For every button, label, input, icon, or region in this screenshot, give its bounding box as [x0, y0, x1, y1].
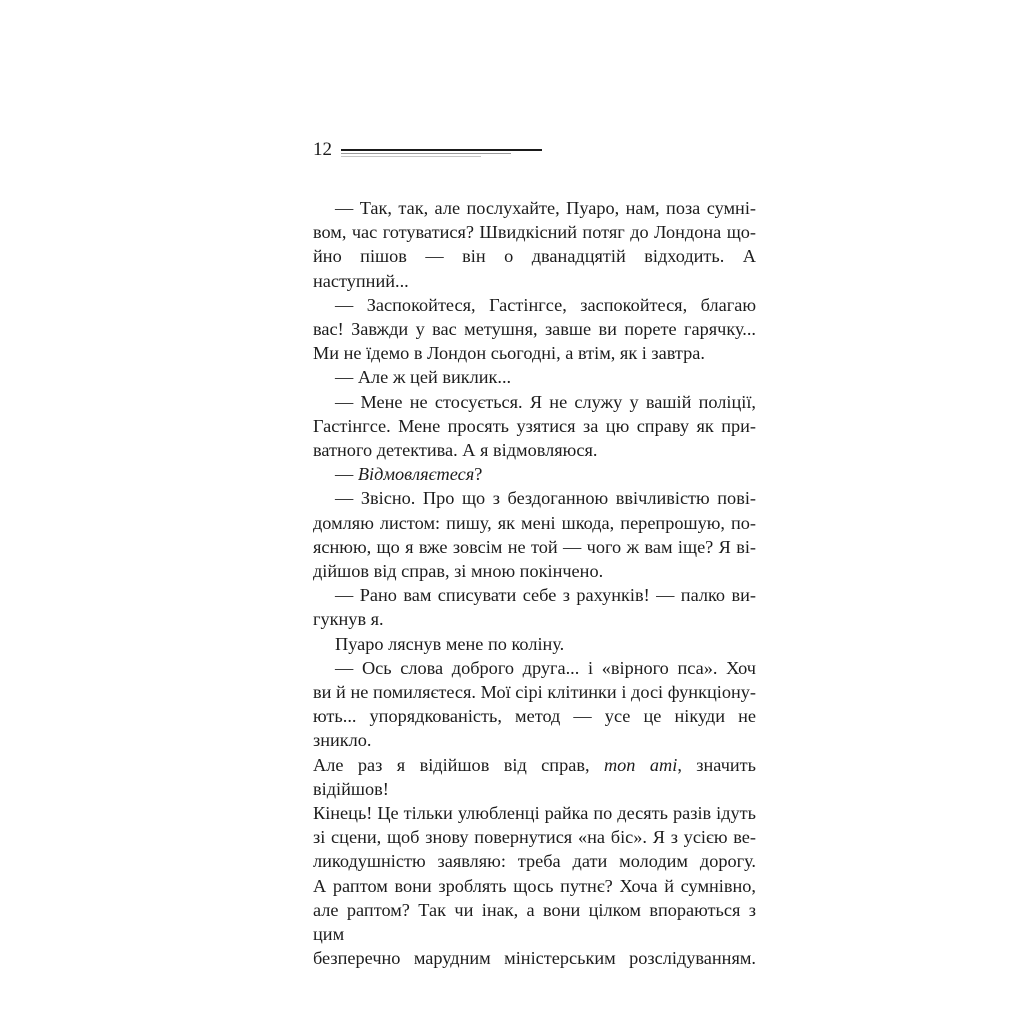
text-run: вас! Завжди у вас метушня, завше ви порете гарячку... — [313, 319, 756, 340]
text-line — [313, 511, 756, 535]
text-line — [313, 801, 756, 825]
text-line — [313, 341, 756, 365]
text-line — [313, 946, 756, 970]
header-rule-line — [341, 153, 511, 154]
text-run: гукнув я. — [313, 609, 384, 630]
text-line — [313, 196, 756, 220]
italic-text: Відмовляєтеся — [357, 464, 475, 485]
text-line — [313, 486, 756, 510]
text-line — [313, 559, 756, 583]
text-run: — Звісно. Про що з бездоганною ввічливістю пові- — [335, 488, 756, 509]
header-rule-line — [341, 156, 481, 157]
text-run: — Так, так, але послухайте, Пуаро, нам, поза сумні- — [335, 198, 756, 218]
text-line — [313, 825, 756, 849]
text-run: А раптом вони зроблять щось путнє? Хоча й сумнівно, — [313, 875, 756, 896]
text-line — [313, 607, 756, 631]
text-run: ють... упорядкованість, метод — усе це нікуди не зникло. — [313, 706, 756, 751]
text-line — [313, 535, 756, 559]
page-number: 12 — [313, 139, 332, 160]
text-run: — Мене не стосується. Я не служу у вашій поліції, — [335, 391, 756, 412]
body-text — [313, 196, 756, 971]
text-run: ватного детектива. А я відмовляюся. — [313, 440, 598, 461]
text-run: але раптом? Так чи інак, а вони цілком впораються з цим — [313, 899, 756, 945]
header-rule-line — [341, 149, 542, 151]
text-run: Але раз я відійшов від справ, — [313, 754, 604, 775]
italic-text: mon ami — [603, 754, 678, 775]
text-line — [313, 632, 756, 656]
text-run: Пуаро ляснув мене по коліну. — [335, 633, 565, 654]
text-run: — — [335, 464, 358, 485]
text-run: безперечно марудним міністерським розслідуванням. — [313, 948, 756, 969]
text-line — [313, 874, 756, 898]
text-line — [313, 462, 756, 486]
text-line — [313, 414, 756, 438]
text-line — [313, 656, 756, 680]
text-line — [313, 438, 756, 462]
text-run: ликодушністю заявляю: треба дати молодим дорогу. — [313, 851, 756, 872]
text-run: яснюю, що я вже зовсім не той — чого ж вам іще? Я ві- — [313, 536, 756, 557]
text-line — [313, 849, 756, 873]
text-line — [313, 293, 756, 317]
text-run: Ми не їдемо в Лондон сьогодні, а втім, як і завтра. — [313, 343, 705, 364]
text-run: — Рано вам списувати себе з рахунків! — палко ви- — [335, 585, 756, 606]
text-run: Кінець! Це тільки улюбленці райка по десять разів ідуть — [313, 803, 756, 824]
text-line — [313, 390, 756, 414]
text-run: зі сцени, щоб знову повернутися «на біс». Я з усією ве- — [313, 827, 756, 848]
text-run: Гастінгсе. Мене просять узятися за цю справу як при- — [313, 415, 756, 436]
text-run: — Ось слова доброго друга... і «вірного пса». Хоч — [335, 657, 756, 678]
text-run: ? — [474, 464, 483, 485]
text-line — [313, 365, 756, 389]
text-run: , значить відійшов! — [313, 754, 756, 799]
text-run: домляю листом: пишу, як мені шкода, перепрошую, по- — [313, 512, 756, 533]
text-run: йно пішов — він о дванадцятій відходить. А наступний... — [313, 246, 756, 291]
text-run: — Заспокойтеся, Гастінгсе, заспокойтеся, благаю — [335, 294, 756, 315]
text-line — [313, 244, 756, 292]
text-line — [313, 753, 756, 801]
text-line — [313, 680, 756, 704]
text-line — [313, 583, 756, 607]
text-run: дійшов від справ, зі мною покінчено. — [313, 561, 604, 582]
text-line — [313, 704, 756, 752]
text-line — [313, 220, 756, 244]
page-header — [313, 140, 545, 160]
header-rule — [341, 149, 542, 157]
text-line — [313, 317, 756, 341]
text-run: — Але ж цей виклик... — [335, 367, 512, 388]
text-line — [313, 898, 756, 946]
text-run: вом, час готуватися? Швидкісний потяг до Лондона що- — [313, 222, 756, 243]
text-run: ви й не помиляєтеся. Мої сірі клітинки і досі функціону- — [313, 682, 756, 703]
